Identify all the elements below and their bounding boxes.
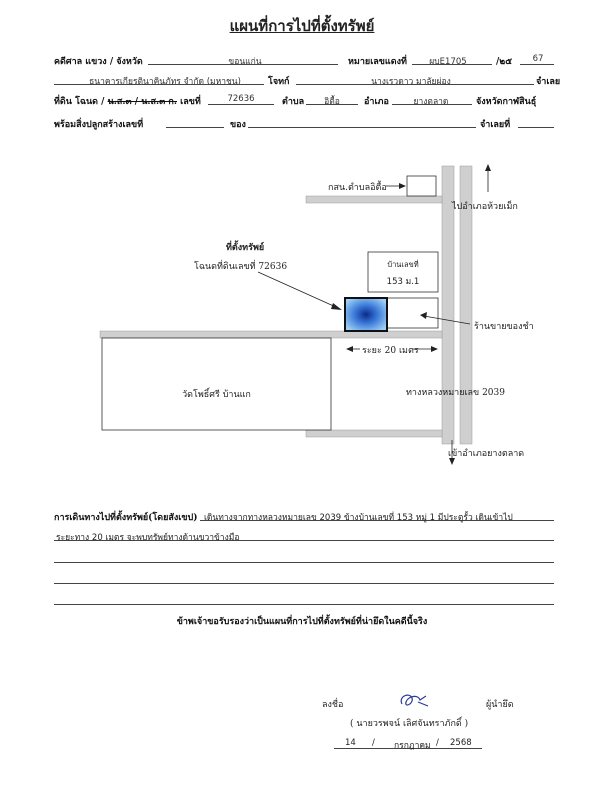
property-pointer-line bbox=[258, 272, 338, 308]
property-title: ที่ตั้งทรัพย์ bbox=[226, 243, 265, 253]
shop-label: ร้านขายของชำ bbox=[474, 322, 534, 332]
distance-right-head bbox=[431, 346, 438, 352]
to-north-label: ไปอำเภอห้วยเม็ก bbox=[452, 202, 518, 212]
directions-line-4 bbox=[54, 583, 554, 584]
case-year-value: 67 bbox=[532, 54, 544, 64]
to-south-label: เข้าอำเภอยางตลาด bbox=[448, 449, 525, 459]
defendant-no-label: จำเลยที่ bbox=[480, 120, 511, 130]
north-arrowhead bbox=[485, 164, 491, 171]
deed-value: 72636 bbox=[227, 94, 255, 104]
property-pointer-head bbox=[331, 303, 342, 310]
province-label: จังหวัดกาฬสินธุ์ bbox=[476, 97, 537, 107]
role-label: ผู้นำยึด bbox=[486, 700, 514, 710]
subdistrict-value: อิตื้อ bbox=[324, 97, 340, 107]
date-day: 14 bbox=[345, 738, 356, 748]
court-value: ขอนแก่น bbox=[228, 57, 262, 67]
deed-label-pre: ที่ดิน โฉนด / bbox=[54, 97, 105, 107]
signature-mark bbox=[392, 688, 434, 714]
upper-side-road bbox=[306, 196, 442, 203]
subdistrict-label: ตำบล bbox=[282, 97, 305, 107]
court-label: คดีศาล แขวง / จังหวัด bbox=[54, 57, 143, 67]
page-title: แผนที่การไปที่ตั้งทรัพย์ bbox=[229, 17, 375, 35]
defendant-label: จำเลย bbox=[536, 77, 561, 87]
house-value: 153 ม.1 bbox=[386, 277, 420, 287]
directions-line-3 bbox=[54, 562, 554, 563]
house-label: บ้านเลขที่ bbox=[387, 260, 419, 269]
date-month: กรกฎาคม bbox=[394, 741, 431, 751]
office-label: กสน.ตำบลอิตื้อ bbox=[328, 183, 387, 193]
sign-label: ลงชื่อ bbox=[322, 700, 344, 710]
case-no-label: หมายเลขแดงที่ bbox=[348, 57, 407, 67]
directions-line-5 bbox=[54, 604, 554, 605]
district-value: ยางตลาด bbox=[413, 97, 449, 107]
distance-label: ระยะ 20 เมตร bbox=[362, 346, 419, 356]
temple-box bbox=[102, 338, 331, 430]
directions-text-1: เดินทางจากทางหลวงหมายเลข 2039 ข้างบ้านเลขที่ 153 หมู่ 1 มีประตูรั้ว เดินเข้าไป bbox=[204, 513, 513, 523]
case-no-value: ผบE1705 bbox=[429, 57, 467, 67]
plaintiff-value: ธนาคารเกียรตินาคินภัทร จำกัด (มหาชน) bbox=[89, 77, 241, 87]
date-year: 2568 bbox=[450, 738, 472, 748]
deed-label-strike: น.ส.๓ / น.ส.๓ ก. bbox=[107, 97, 177, 107]
office-arrowhead bbox=[399, 183, 406, 189]
defendant-value: นางเรวดาว มาลัยผ่อง bbox=[371, 77, 451, 87]
building-label: พร้อมสิ่งปลูกสร้างเลขที่ bbox=[54, 120, 144, 130]
temple-label: วัดโพธิ์ศรี บ้านแก bbox=[182, 390, 251, 400]
deed-label-post: เลขที่ bbox=[180, 97, 201, 107]
main-side-road bbox=[100, 331, 442, 338]
directions-label: การเดินทางไปที่ตั้งทรัพย์(โดยสังเขป) bbox=[54, 513, 198, 523]
lower-side-road bbox=[306, 430, 442, 437]
plaintiff-label: โจทก์ bbox=[268, 77, 290, 87]
highway-label: ทางหลวงหมายเลข 2039 bbox=[406, 388, 505, 398]
distance-left-head bbox=[346, 346, 353, 352]
office-box bbox=[407, 176, 436, 196]
owner-label: ของ bbox=[230, 120, 246, 130]
property-plot bbox=[345, 298, 387, 331]
certify-statement: ข้าพเจ้าขอรับรองว่าเป็นแผนที่การไปที่ตั้งทรัพย์ที่น่ายึดในคดีนี้จริง bbox=[176, 617, 428, 627]
case-year-sep: /๒๕ bbox=[496, 57, 513, 67]
signer-name: ( นายวรพจน์ เลิศจันทราภักดิ์ ) bbox=[350, 719, 469, 729]
property-deed: โฉนดที่ดินเลขที่ 72636 bbox=[194, 262, 288, 272]
directions-text-2: ระยะทาง 20 เมตร จะพบทรัพย์ทางด้านขวาข้างมือ bbox=[56, 533, 240, 543]
shop-box bbox=[387, 298, 438, 328]
date-sep-1: / bbox=[372, 738, 375, 748]
date-sep-2: / bbox=[436, 738, 439, 748]
district-label: อำเภอ bbox=[364, 97, 389, 107]
